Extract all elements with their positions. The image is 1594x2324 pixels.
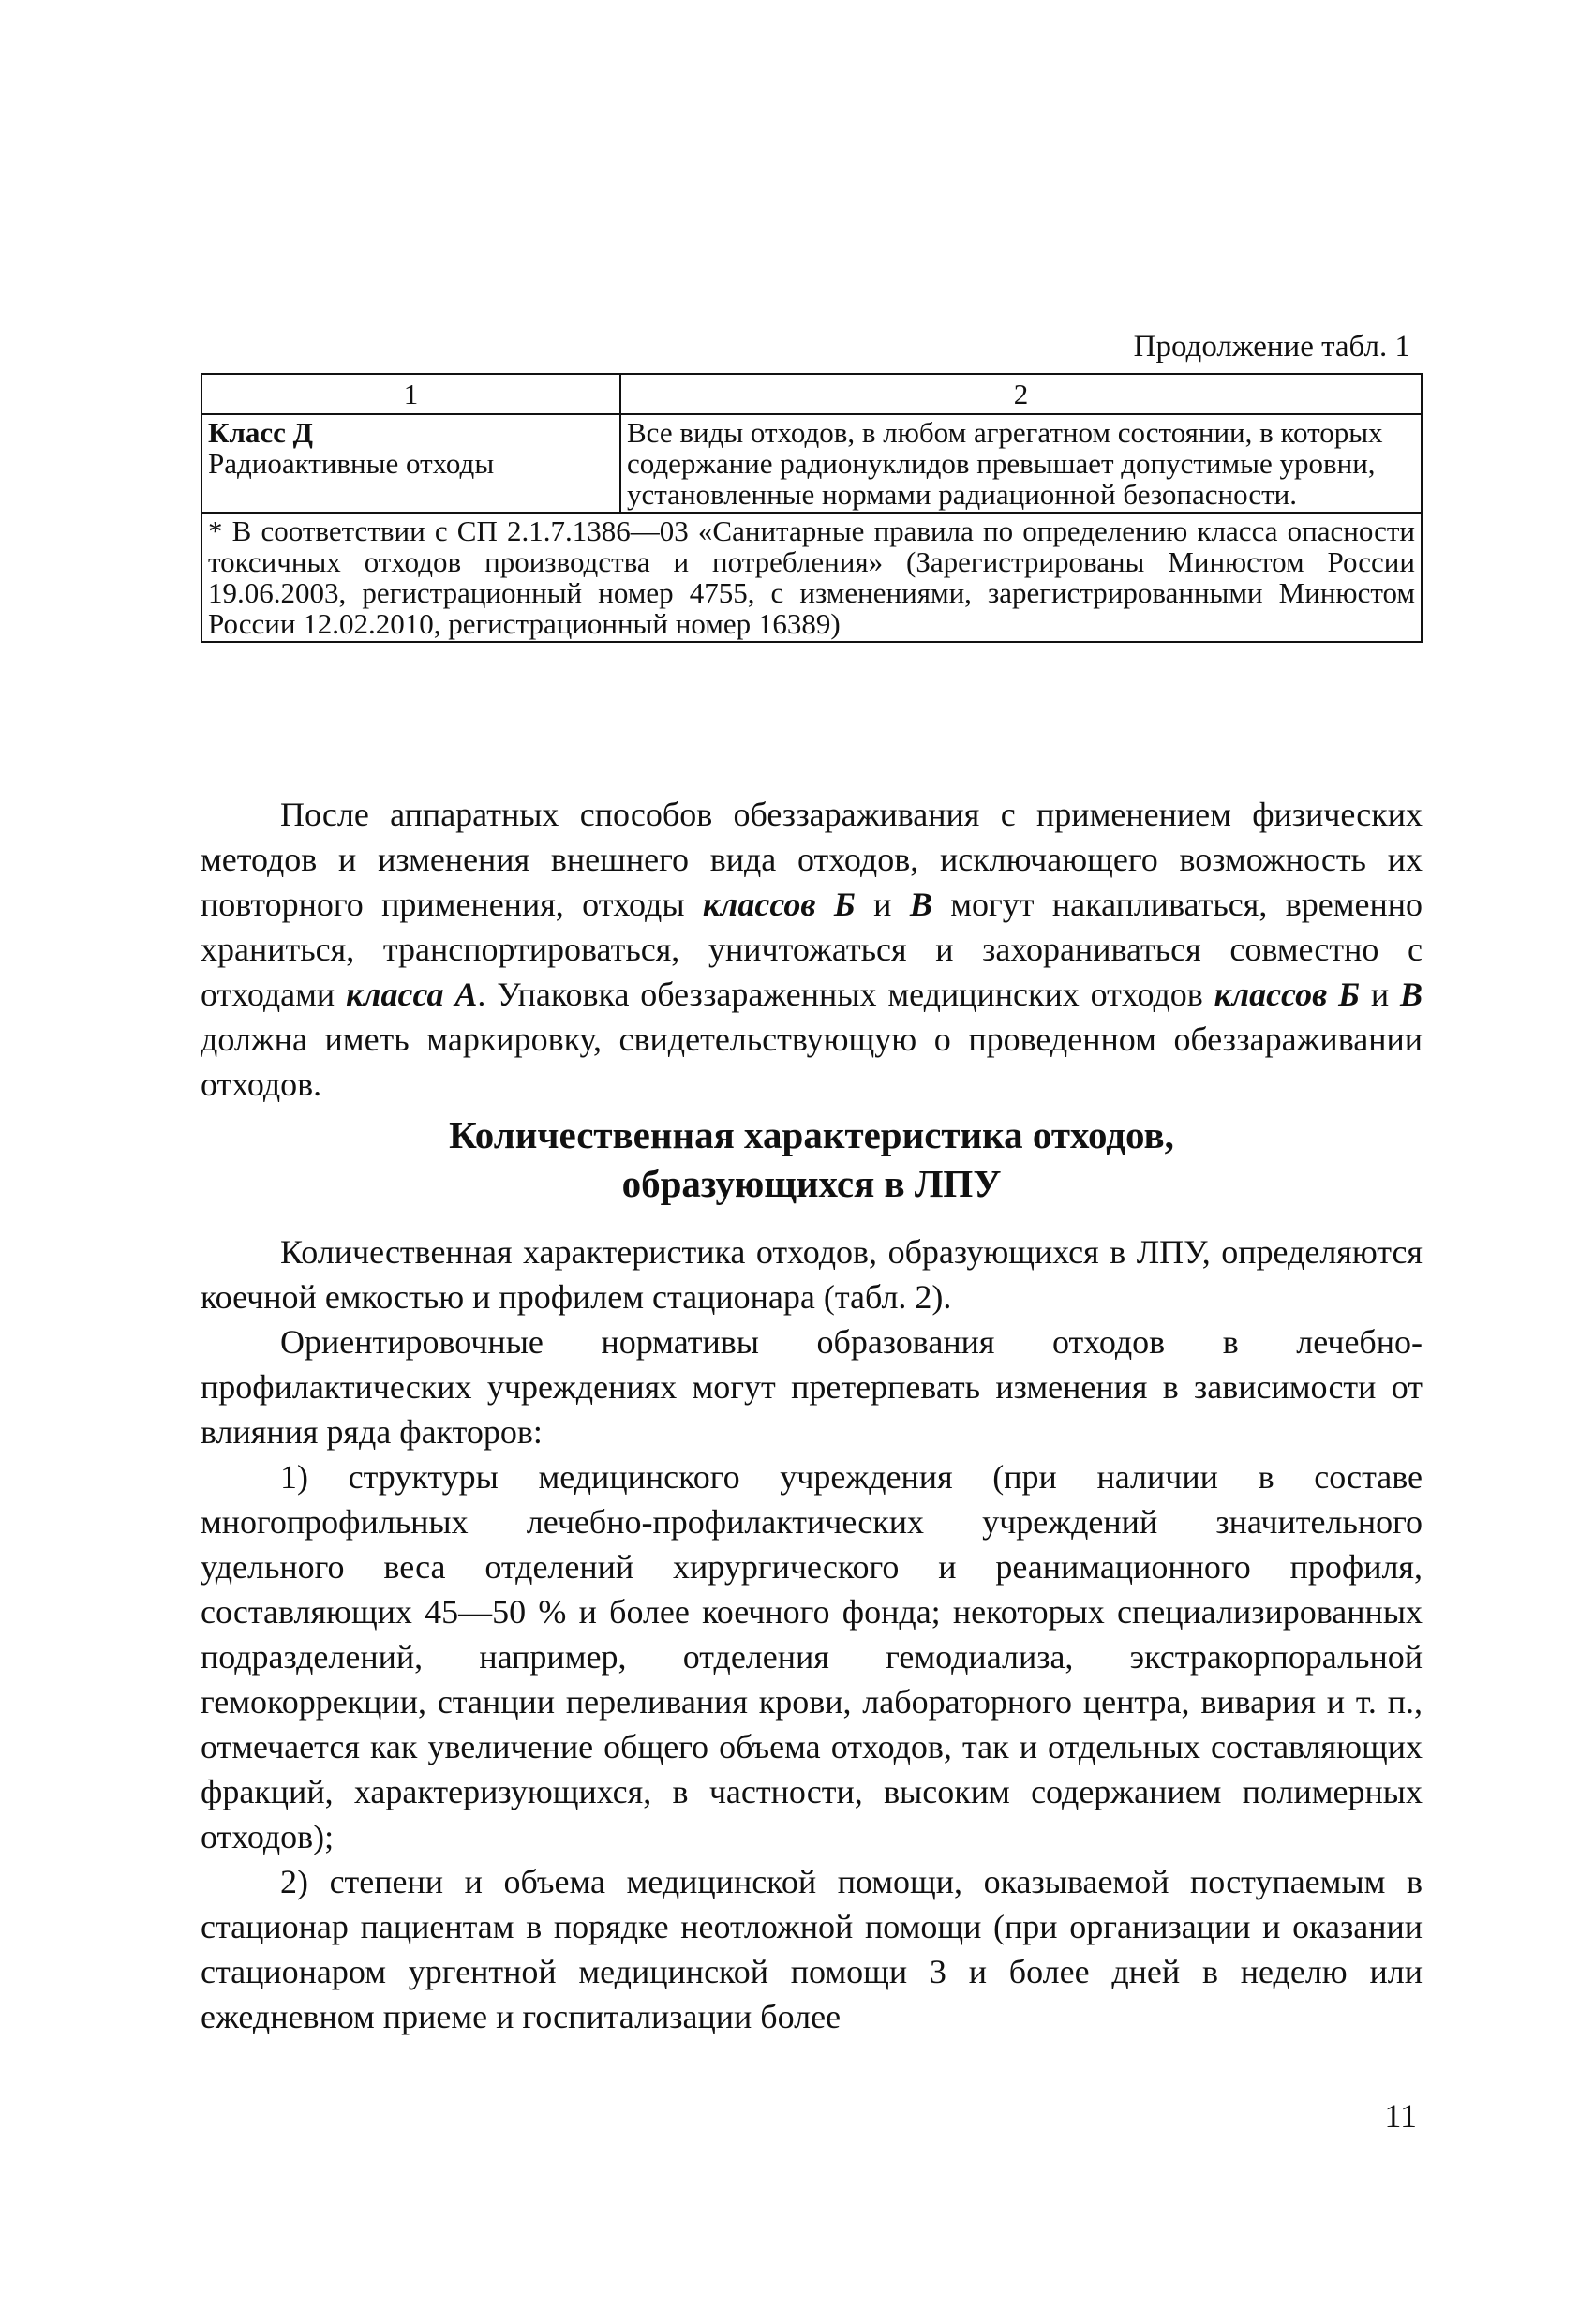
table-header-row: [201, 374, 1422, 414]
paragraph: [201, 792, 1423, 1107]
emphasis: класса А: [346, 976, 478, 1013]
emphasis: классов Б: [1214, 976, 1360, 1013]
section-heading-line2: образующихся в ЛПУ: [621, 1162, 1002, 1205]
paragraph: 1) структуры медицинского учреждения (при наличии в составе многопрофильных лечебно-профилактических учреждений значительного удельного веса отделений хирургического и реанимационного профиля, составляющих 45—50 % и более коечного фонда; некоторых специализированных подразделений, например, отделения гемодиализа, экстракорпоральной гемокоррекции, станции переливания крови, лабораторного центра, вивария и т. п., отмечается как увеличение общего объема отходов, так и отдельных составляющих фракций, характеризующихся, в частности, высоким содержанием полимерных отходов);: [201, 1458, 1423, 1855]
section-heading-line1: Количественная характеристика отходов,: [449, 1113, 1174, 1156]
table-row: [201, 414, 1422, 513]
text-run: . Упаковка обеззараженных медицинских отходов: [477, 976, 1214, 1013]
emphasis: В: [1399, 976, 1423, 1013]
waste-class-table: [201, 373, 1423, 643]
paragraph: 2) степени и объема медицинской помощи, оказываемой поступаемым в стационар пациентам в порядке неотложной помощи (при организации и оказании стационаром ургентной медицинской помощи 3 и более дней в неделю или ежедневном приеме и госпитализации более: [201, 1863, 1423, 2035]
class-description-cell: Все виды отходов, в любом агрегатном состоянии, в которых содержание радионуклидов превышает допустимые уровни, установленные нормами радиационной безопасности.: [620, 414, 1422, 513]
class-name: Класс Д: [208, 416, 313, 449]
paragraph-after-table: [201, 792, 1423, 1107]
table-header-col1: 1: [201, 374, 620, 414]
table-continuation-label: Продолжение табл. 1: [1133, 330, 1410, 364]
text-run: и: [1359, 976, 1400, 1013]
class-desc: Радиоактивные отходы: [208, 447, 495, 480]
paragraph: Ориентировочные нормативы образования отходов в лечебно-профилактических учреждениях могут претерпевать изменения в зависимости от влияния ряда факторов:: [201, 1323, 1423, 1451]
section-heading: [201, 1110, 1423, 1208]
table-header-col2: 2: [620, 374, 1422, 414]
class-cell: [201, 414, 620, 513]
section-body: [201, 1229, 1423, 2039]
table-footnote: * В соответствии с СП 2.1.7.1386—03 «Санитарные правила по определению класса опасности токсичных отходов производства и потребления» (Зарегистрированы Минюстом России 19.06.2003, регистрационный номер 4755, с изменениями, зарегистрированными Минюстом России 12.02.2010, регистрационный номер 16389): [201, 513, 1422, 642]
text-run: и: [855, 886, 910, 923]
text-run: После аппаратных способов обеззараживания с применением физических методов и изменения внешнего вида отходов, исключающего возможность их повторного применения, отходы: [201, 796, 1423, 923]
text-run: могут накапливаться, временно храниться, транспортироваться, уничтожаться и захораниваться совместно с отходами: [201, 886, 1423, 1013]
text-run: должна иметь маркировку, свидетельствующую о проведенном обеззараживании отходов.: [201, 1020, 1423, 1103]
table-footnote-row: [201, 513, 1422, 642]
page-number: 11: [1384, 2097, 1417, 2135]
emphasis: классов Б: [702, 886, 856, 923]
emphasis: В: [909, 886, 932, 923]
paragraph: Количественная характеристика отходов, образующихся в ЛПУ, определяются коечной емкостью и профилем стационара (табл. 2).: [201, 1233, 1423, 1316]
